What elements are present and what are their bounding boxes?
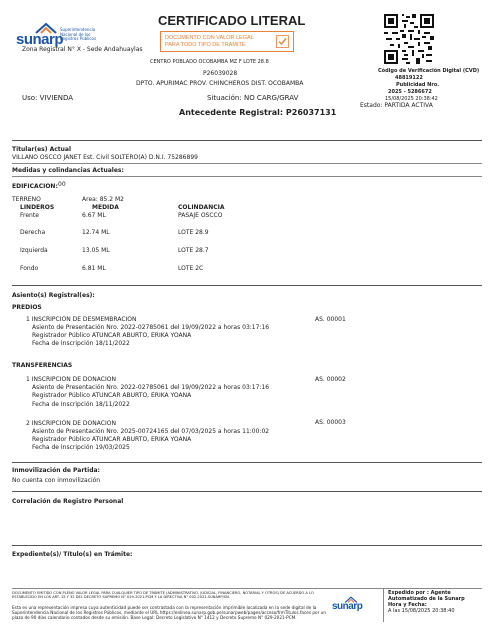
asiento-fecha: Fecha de Inscripción 18/11/2022 [32, 401, 130, 408]
asiento-presentacion: Asiento de Presentación Nro. 2022-02785061 del 19/09/2022 a horas 03:17:16 [32, 384, 270, 391]
medidas-heading: Medidas y colindancias Actuales: [12, 167, 124, 174]
stamp-text [165, 35, 254, 49]
lindero-name: Izquierda [20, 247, 48, 254]
address-line-1: CENTRO POBLADO OCOBAMBA MZ F LOTE 28.8 [150, 59, 269, 65]
asiento-fecha: Fecha de Inscripción 18/11/2022 [32, 340, 130, 347]
asiento-registrador: Registrador Público ATUNCAR ABURTO, ERIKA YOANA [32, 436, 192, 443]
situacion: Situación: NO CARG/GRAV [207, 94, 299, 102]
authenticity-notice: Esta es una representación impresa cuya autenticidad puede ser contrastada con la representación imprimible localizada en la sede digital de la Superintendencia Nacional de los Registros Públicos, mediante el URL https://enlinea.sunarp.gob.pe/sunarpweb/pages/acceso/frmTitulos.faces por un plazo de 90 días calendario contados desde su emisión. Base Legal: Decreto Legislativo N° 1412 y Decreto Supremo N° 029-2021-PCM. [12, 605, 326, 620]
asiento-number: AS. 00003 [315, 419, 346, 426]
divider [12, 545, 482, 546]
edificacion-label: EDIFICACION: [12, 183, 58, 190]
asientos-heading: Asiento(s) Registral(es): [12, 292, 95, 299]
expediente-heading: Expediente(s)/ Título(s) en Trámite: [12, 551, 133, 558]
asiento-number: AS. 00001 [315, 316, 346, 323]
lindero-medida: 6.81 ML [82, 265, 106, 272]
logo-subtitle: Superintendencia Nacional de los Registros Públicos [60, 27, 97, 41]
lindero-colindancia: LOTE 28.9 [178, 229, 209, 236]
divider [12, 285, 482, 286]
legal-notice: DOCUMENTO EMITIDO CON PLENO VALOR LEGAL PARA CUALQUIER TIPO DE TRÁMITE (ADMINISTRATIVO, JUDICIAL, FINANCIERO, NOTARIAL Y OTROS) DE ACUERDO A LO ESTABLECIDO EN LOS ART. 15 Y 32 DEL DECRETO SUPREMO N° 029-2021-PCM Y LA DIRECTIVA N° 002-2021-SUNARP/SN. [12, 591, 314, 600]
lindero-medida: 12.74 ML [82, 229, 110, 236]
lindero-colindancia: LOTE 2C [178, 265, 204, 272]
lindero-colindancia: LOTE 28.7 [178, 247, 209, 254]
publicidad-label: Publicidad Nro. [396, 82, 440, 88]
emission-datetime: 15/08/2025 20:38:42 [385, 96, 438, 102]
asiento-presentacion: Asiento de Presentación Nro. 2025-00724165 del 07/03/2025 a horas 11:00:02 [32, 428, 270, 435]
hora-value: A las 15/08/2025 20:38:40 [388, 608, 455, 614]
zona-registral: Zona Registral N° X - Sede Andahuaylas [22, 46, 143, 53]
asiento-title: 1 INSCRIPCION DE DONACION [26, 376, 116, 383]
asiento-fecha: Fecha de Inscripción 19/03/2025 [32, 444, 130, 451]
correlacion-heading: Correlación de Registro Personal [12, 498, 124, 505]
lindero-medida: 13.05 ML [82, 247, 110, 254]
logo-wordmark: sunarp [332, 601, 363, 612]
check-icon [276, 35, 289, 48]
titular-heading: Titular(es) Actual [12, 146, 72, 153]
lindero-name: Frente [20, 212, 39, 219]
hora-label: Hora y Fecha: [388, 602, 427, 608]
legal-stamp [160, 31, 294, 52]
asiento-number: AS. 00002 [315, 376, 346, 383]
predios-heading: PREDIOS [12, 304, 42, 311]
publicidad-value: 2025 - 5286672 [388, 89, 432, 95]
stamp-line-1: DOCUMENTO CON VALOR LEGAL [165, 35, 254, 41]
divider [12, 176, 482, 177]
asiento-title: 1 INSCRIPCION DE DESMEMBRACION [26, 316, 137, 323]
terreno-area: Area: 85.2 M2 [82, 196, 124, 203]
inmovilizacion-heading: Inmovilización de Partida: [12, 467, 100, 474]
cvd-value: 48819122 [395, 75, 423, 81]
divider [12, 462, 482, 463]
titular-value: VILLANO OSCCO JANET Est. Civil SOLTERO(A) D.N.I. 75286899 [12, 154, 198, 161]
col-colindancia: COLINDANCIA [178, 204, 225, 211]
edificacion-value: 00 [58, 181, 66, 188]
uso: Uso: VIVIENDA [22, 94, 74, 102]
agent-box [383, 588, 482, 622]
cvd-label: Código de Verificación Digital (CVD) [378, 68, 480, 74]
divider [12, 163, 482, 164]
partida-number: P26039028 [203, 70, 238, 77]
document-title: CERTIFICADO LITERAL [158, 13, 306, 28]
asiento-registrador: Registrador Público ATUNCAR ABURTO, ERIKA YOANA [32, 392, 192, 399]
asiento-title: 2 INSCRIPCION DE DONACION [26, 420, 116, 427]
asiento-presentacion: Asiento de Presentación Nro. 2022-02785061 del 19/09/2022 a horas 03:17:16 [32, 324, 270, 331]
lindero-name: Derecha [20, 229, 46, 236]
lindero-medida: 6.67 ML [82, 212, 106, 219]
stamp-line-2: PARA TODO TIPO DE TRAMITE [165, 42, 246, 48]
divider [12, 140, 482, 141]
logo-wordmark: sunarp [16, 31, 64, 48]
col-medida: MEDIDA [92, 204, 119, 211]
estado-partida: Estado: PARTIDA ACTIVA [360, 102, 433, 109]
agent-label: Expedido por : Agente Automatizado de la Sunarp [388, 590, 465, 602]
antecedente-registral: Antecedente Registral: P26037131 [179, 108, 337, 117]
divider [12, 491, 482, 492]
qr-code-icon [384, 14, 434, 64]
col-linderos: LINDEROS [20, 204, 55, 211]
transferencias-heading: TRANSFERENCIAS [12, 362, 73, 369]
inmovilizacion-value: No cuenta con inmovilización [12, 477, 101, 484]
asiento-registrador: Registrador Público ATUNCAR ABURTO, ERIKA YOANA [32, 332, 192, 339]
lindero-colindancia: PASAJE OSCCO [178, 212, 223, 219]
footer-logo [330, 596, 380, 620]
address-line-3: DPTO. APURIMAC PROV. CHINCHEROS DIST. OCOBAMBA [136, 80, 304, 87]
lindero-name: Fondo [20, 265, 39, 272]
terreno-label: TERRENO [12, 196, 41, 203]
